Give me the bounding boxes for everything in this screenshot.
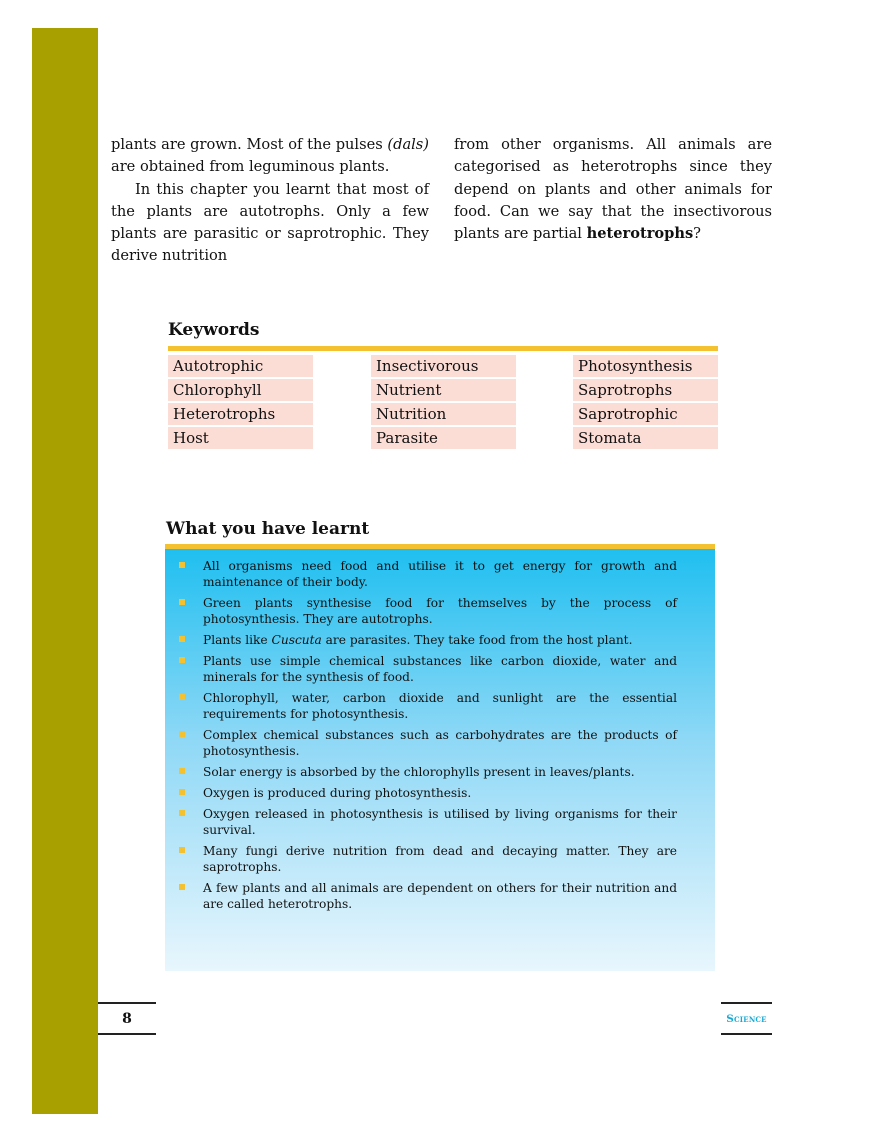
learnt-item [203, 843, 677, 875]
learnt-item [203, 880, 677, 912]
keyword-item: Stomata [573, 427, 718, 449]
text-emphasis: (dals) [387, 136, 429, 153]
keyword-item: Nutrient [371, 379, 516, 401]
page-number: 8 [122, 1011, 132, 1027]
learnt-item-text: Solar energy is absorbed by the chlorophylls present in leaves/plants. [203, 765, 635, 779]
text-run: ? [693, 225, 701, 243]
learnt-item [203, 764, 677, 780]
learnt-item-text: are parasites. They take food from the host plant. [321, 633, 633, 647]
square-bullet-icon [179, 884, 185, 890]
keyword-item: Nutrition [371, 403, 516, 425]
keyword-item: Saprotrophs [573, 379, 718, 401]
keywords-rule [168, 346, 718, 351]
learnt-item [203, 595, 677, 627]
learnt-item-text: A few plants and all animals are dependent on others for their nutrition and are called heterotrophs. [203, 881, 677, 911]
learnt-item-text: Plants like [203, 633, 272, 647]
learnt-item [203, 785, 677, 801]
square-bullet-icon [179, 562, 185, 568]
learnt-item [203, 632, 677, 648]
learnt-list [165, 549, 715, 912]
learnt-item-text: Complex chemical substances such as carbohydrates are the products of photosynthesis. [203, 728, 677, 758]
square-bullet-icon [179, 694, 185, 700]
keyword-item: Photosynthesis [573, 355, 718, 377]
learnt-heading: What you have learnt [166, 519, 370, 539]
keyword-column-1 [168, 355, 313, 451]
square-bullet-icon [179, 768, 185, 774]
keyword-item: Heterotrophs [168, 403, 313, 425]
keyword-item: Parasite [371, 427, 516, 449]
keyword-item: Saprotrophic [573, 403, 718, 425]
keyword-column-2 [371, 355, 516, 451]
keyword-column-3 [573, 355, 718, 451]
keywords-heading: Keywords [168, 320, 260, 340]
text-run: from other organisms. All animals are categorised as heterotrophs since they depend on plants and other animals for food. Can we say that the insectivorous plants are partial [454, 136, 772, 243]
square-bullet-icon [179, 731, 185, 737]
square-bullet-icon [179, 847, 185, 853]
learnt-item-text: Oxygen released in photosynthesis is utilised by living organisms for their survival. [203, 807, 677, 837]
paragraph-pulses [111, 134, 429, 179]
body-column-left [111, 134, 429, 268]
paragraph-chapter-summary: In this chapter you learnt that most of the plants are autotrophs. Only a few plants are parasitic or saprotrophic. They derive nutrition [111, 180, 429, 265]
learnt-item-text: Chlorophyll, water, carbon dioxide and sunlight are the essential requirements for photosynthesis. [203, 691, 677, 721]
learnt-item-text: Plants use simple chemical substances like carbon dioxide, water and minerals for the synthesis of food. [203, 654, 677, 684]
learnt-summary-box [165, 549, 715, 971]
square-bullet-icon [179, 599, 185, 605]
keyword-item: Autotrophic [168, 355, 313, 377]
text-run: are obtained from leguminous plants. [111, 158, 390, 176]
keyword-item: Host [168, 427, 313, 449]
text-bold: heterotrophs [586, 225, 694, 243]
learnt-item-text: All organisms need food and utilise it to get energy for growth and maintenance of their body. [203, 559, 677, 589]
text-run: plants are grown. Most of the pulses [111, 136, 388, 153]
keyword-item: Chlorophyll [168, 379, 313, 401]
learnt-item-text: Green plants synthesise food for themselves by the process of photosynthesis. They are autotrophs. [203, 596, 677, 626]
learnt-item [203, 653, 677, 685]
learnt-item-text: Many fungi derive nutrition from dead and decaying matter. They are saprotrophs. [203, 844, 677, 874]
learnt-item [203, 558, 677, 590]
learnt-item [203, 690, 677, 722]
learnt-item [203, 806, 677, 838]
square-bullet-icon [179, 636, 185, 642]
square-bullet-icon [179, 657, 185, 663]
keyword-item: Insectivorous [371, 355, 516, 377]
learnt-item [203, 727, 677, 759]
square-bullet-icon [179, 810, 185, 816]
paragraph-heterotrophs [454, 134, 772, 245]
book-name: Science [726, 1013, 767, 1025]
learnt-item-emphasis: Cuscuta [271, 633, 322, 647]
learnt-item-text: Oxygen is produced during photosynthesis. [203, 786, 472, 800]
square-bullet-icon [179, 789, 185, 795]
side-color-bar [32, 28, 98, 1114]
body-column-right [454, 134, 772, 245]
